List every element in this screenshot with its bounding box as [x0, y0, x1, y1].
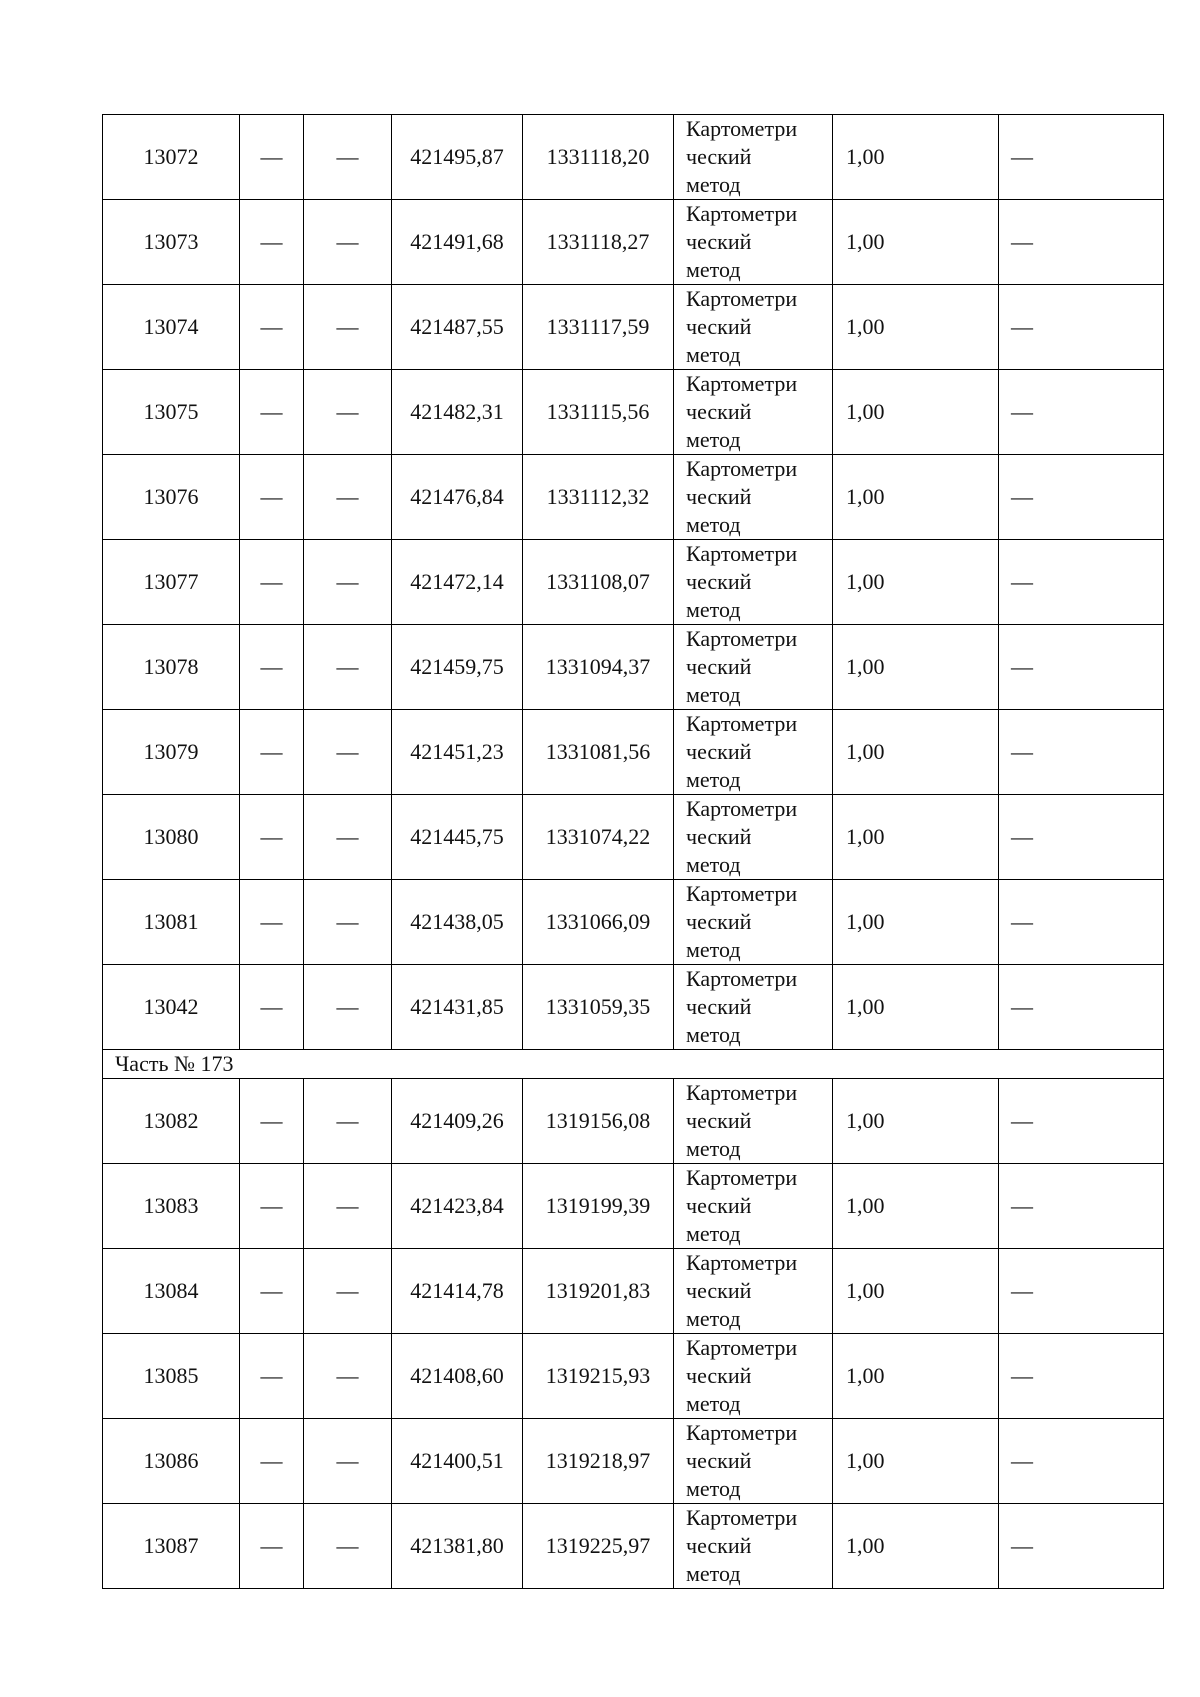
old-y-cell: — [304, 880, 392, 965]
point-number-cell: 13074 [103, 285, 240, 370]
y-coordinate-cell: 1319218,97 [523, 1419, 674, 1504]
method-line: ческий [686, 1448, 752, 1473]
old-x-cell: — [240, 1164, 304, 1249]
table-row [103, 1504, 1164, 1589]
method-line: Картометри [686, 711, 798, 736]
old-y-cell: — [304, 795, 392, 880]
method-line: метод [686, 767, 741, 792]
method-line: метод [686, 512, 741, 537]
point-number-cell: 13083 [103, 1164, 240, 1249]
method-line: Картометри [686, 1505, 798, 1530]
method-line: ческий [686, 1193, 752, 1218]
method-cell [674, 1419, 833, 1504]
old-x-cell: — [240, 455, 304, 540]
error-value-cell: 1,00 [833, 115, 999, 200]
description-cell: — [999, 1504, 1164, 1589]
old-y-cell: — [304, 285, 392, 370]
description-cell: — [999, 625, 1164, 710]
y-coordinate-cell: 1331066,09 [523, 880, 674, 965]
method-line: Картометри [686, 881, 798, 906]
error-value-cell: 1,00 [833, 880, 999, 965]
method-line: Картометри [686, 626, 798, 651]
table-row [103, 1079, 1164, 1164]
table-row [103, 795, 1164, 880]
old-y-cell: — [304, 200, 392, 285]
method-line: метод [686, 257, 741, 282]
method-line: ческий [686, 399, 752, 424]
x-coordinate-cell: 421487,55 [392, 285, 523, 370]
table-row [103, 200, 1164, 285]
old-y-cell: — [304, 710, 392, 795]
y-coordinate-cell: 1331108,07 [523, 540, 674, 625]
point-number-cell: 13085 [103, 1334, 240, 1419]
description-cell: — [999, 1419, 1164, 1504]
old-x-cell: — [240, 370, 304, 455]
table-row [103, 1334, 1164, 1419]
x-coordinate-cell: 421491,68 [392, 200, 523, 285]
point-number-cell: 13079 [103, 710, 240, 795]
error-value-cell: 1,00 [833, 795, 999, 880]
old-y-cell: — [304, 1419, 392, 1504]
method-line: Картометри [686, 1080, 798, 1105]
x-coordinate-cell: 421476,84 [392, 455, 523, 540]
old-y-cell: — [304, 1334, 392, 1419]
method-line: Картометри [686, 541, 798, 566]
old-y-cell: — [304, 965, 392, 1050]
y-coordinate-cell: 1331117,59 [523, 285, 674, 370]
method-line: ческий [686, 1278, 752, 1303]
table-row [103, 880, 1164, 965]
old-x-cell: — [240, 1249, 304, 1334]
method-cell [674, 880, 833, 965]
description-cell: — [999, 1249, 1164, 1334]
y-coordinate-cell: 1331115,56 [523, 370, 674, 455]
description-cell: — [999, 115, 1164, 200]
method-line: ческий [686, 1108, 752, 1133]
old-x-cell: — [240, 625, 304, 710]
y-coordinate-cell: 1319156,08 [523, 1079, 674, 1164]
error-value-cell: 1,00 [833, 1079, 999, 1164]
error-value-cell: 1,00 [833, 1249, 999, 1334]
y-coordinate-cell: 1331118,20 [523, 115, 674, 200]
old-y-cell: — [304, 1249, 392, 1334]
x-coordinate-cell: 421495,87 [392, 115, 523, 200]
error-value-cell: 1,00 [833, 1419, 999, 1504]
point-number-cell: 13076 [103, 455, 240, 540]
y-coordinate-cell: 1319199,39 [523, 1164, 674, 1249]
coordinates-table [102, 114, 1164, 1589]
x-coordinate-cell: 421431,85 [392, 965, 523, 1050]
x-coordinate-cell: 421381,80 [392, 1504, 523, 1589]
x-coordinate-cell: 421451,23 [392, 710, 523, 795]
description-cell: — [999, 455, 1164, 540]
method-line: метод [686, 597, 741, 622]
description-cell: — [999, 1334, 1164, 1419]
error-value-cell: 1,00 [833, 1164, 999, 1249]
y-coordinate-cell: 1331074,22 [523, 795, 674, 880]
error-value-cell: 1,00 [833, 200, 999, 285]
old-x-cell: — [240, 795, 304, 880]
method-line: Картометри [686, 1165, 798, 1190]
method-cell [674, 1334, 833, 1419]
old-x-cell: — [240, 710, 304, 795]
method-line: метод [686, 1391, 741, 1416]
y-coordinate-cell: 1331059,35 [523, 965, 674, 1050]
old-x-cell: — [240, 1334, 304, 1419]
method-line: Картометри [686, 1420, 798, 1445]
method-cell [674, 1164, 833, 1249]
old-x-cell: — [240, 200, 304, 285]
method-line: метод [686, 852, 741, 877]
y-coordinate-cell: 1319215,93 [523, 1334, 674, 1419]
method-line: ческий [686, 739, 752, 764]
x-coordinate-cell: 421400,51 [392, 1419, 523, 1504]
method-line: метод [686, 427, 741, 452]
method-line: метод [686, 937, 741, 962]
method-line: ческий [686, 314, 752, 339]
y-coordinate-cell: 1331094,37 [523, 625, 674, 710]
method-line: метод [686, 682, 741, 707]
point-number-cell: 13078 [103, 625, 240, 710]
method-cell [674, 795, 833, 880]
method-line: Картометри [686, 966, 798, 991]
y-coordinate-cell: 1319225,97 [523, 1504, 674, 1589]
error-value-cell: 1,00 [833, 540, 999, 625]
method-line: ческий [686, 484, 752, 509]
method-line: Картометри [686, 116, 798, 141]
method-line: Картометри [686, 796, 798, 821]
method-cell [674, 1249, 833, 1334]
method-cell [674, 710, 833, 795]
method-line: ческий [686, 994, 752, 1019]
x-coordinate-cell: 421409,26 [392, 1079, 523, 1164]
error-value-cell: 1,00 [833, 455, 999, 540]
old-y-cell: — [304, 1164, 392, 1249]
point-number-cell: 13073 [103, 200, 240, 285]
point-number-cell: 13087 [103, 1504, 240, 1589]
old-x-cell: — [240, 1079, 304, 1164]
error-value-cell: 1,00 [833, 710, 999, 795]
table-row [103, 1419, 1164, 1504]
x-coordinate-cell: 421472,14 [392, 540, 523, 625]
method-line: метод [686, 172, 741, 197]
old-y-cell: — [304, 455, 392, 540]
point-number-cell: 13086 [103, 1419, 240, 1504]
method-line: метод [686, 1022, 741, 1047]
method-line: ческий [686, 909, 752, 934]
point-number-cell: 13081 [103, 880, 240, 965]
description-cell: — [999, 200, 1164, 285]
description-cell: — [999, 880, 1164, 965]
point-number-cell: 13072 [103, 115, 240, 200]
x-coordinate-cell: 421408,60 [392, 1334, 523, 1419]
x-coordinate-cell: 421459,75 [392, 625, 523, 710]
x-coordinate-cell: 421438,05 [392, 880, 523, 965]
method-cell [674, 540, 833, 625]
old-x-cell: — [240, 965, 304, 1050]
old-y-cell: — [304, 625, 392, 710]
table-row [103, 1249, 1164, 1334]
method-line: ческий [686, 654, 752, 679]
point-number-cell: 13080 [103, 795, 240, 880]
old-x-cell: — [240, 880, 304, 965]
table-row [103, 285, 1164, 370]
method-cell [674, 115, 833, 200]
y-coordinate-cell: 1331112,32 [523, 455, 674, 540]
method-line: ческий [686, 1533, 752, 1558]
method-line: Картометри [686, 456, 798, 481]
x-coordinate-cell: 421482,31 [392, 370, 523, 455]
method-line: метод [686, 1136, 741, 1161]
y-coordinate-cell: 1331081,56 [523, 710, 674, 795]
method-line: ческий [686, 229, 752, 254]
description-cell: — [999, 370, 1164, 455]
description-cell: — [999, 1164, 1164, 1249]
section-header-row [103, 1050, 1164, 1079]
point-number-cell: 13084 [103, 1249, 240, 1334]
description-cell: — [999, 795, 1164, 880]
method-line: метод [686, 342, 741, 367]
table-row [103, 1164, 1164, 1249]
y-coordinate-cell: 1319201,83 [523, 1249, 674, 1334]
method-cell [674, 285, 833, 370]
y-coordinate-cell: 1331118,27 [523, 200, 674, 285]
method-line: Картометри [686, 371, 798, 396]
method-line: ческий [686, 569, 752, 594]
old-y-cell: — [304, 370, 392, 455]
old-x-cell: — [240, 285, 304, 370]
error-value-cell: 1,00 [833, 625, 999, 710]
description-cell: — [999, 540, 1164, 625]
error-value-cell: 1,00 [833, 370, 999, 455]
point-number-cell: 13042 [103, 965, 240, 1050]
method-cell [674, 370, 833, 455]
method-line: метод [686, 1306, 741, 1331]
description-cell: — [999, 285, 1164, 370]
x-coordinate-cell: 421423,84 [392, 1164, 523, 1249]
method-line: ческий [686, 824, 752, 849]
error-value-cell: 1,00 [833, 965, 999, 1050]
table-row [103, 370, 1164, 455]
method-cell [674, 200, 833, 285]
method-cell [674, 625, 833, 710]
table-row [103, 965, 1164, 1050]
description-cell: — [999, 1079, 1164, 1164]
method-line: Картометри [686, 1250, 798, 1275]
table-row [103, 455, 1164, 540]
method-cell [674, 1504, 833, 1589]
description-cell: — [999, 710, 1164, 795]
method-line: Картометри [686, 201, 798, 226]
method-line: метод [686, 1561, 741, 1586]
old-x-cell: — [240, 540, 304, 625]
description-cell: — [999, 965, 1164, 1050]
old-x-cell: — [240, 1504, 304, 1589]
error-value-cell: 1,00 [833, 1334, 999, 1419]
error-value-cell: 1,00 [833, 285, 999, 370]
old-y-cell: — [304, 1504, 392, 1589]
method-cell [674, 965, 833, 1050]
point-number-cell: 13075 [103, 370, 240, 455]
point-number-cell: 13082 [103, 1079, 240, 1164]
method-line: Картометри [686, 286, 798, 311]
table-row [103, 115, 1164, 200]
method-line: ческий [686, 1363, 752, 1388]
method-cell [674, 455, 833, 540]
old-x-cell: — [240, 115, 304, 200]
method-line: Картометри [686, 1335, 798, 1360]
error-value-cell: 1,00 [833, 1504, 999, 1589]
old-y-cell: — [304, 115, 392, 200]
old-x-cell: — [240, 1419, 304, 1504]
table-row [103, 710, 1164, 795]
method-line: метод [686, 1221, 741, 1246]
table-body [103, 115, 1164, 1589]
old-y-cell: — [304, 540, 392, 625]
old-y-cell: — [304, 1079, 392, 1164]
method-line: метод [686, 1476, 741, 1501]
method-cell [674, 1079, 833, 1164]
table-row [103, 625, 1164, 710]
section-label: Часть № 173 [103, 1050, 1164, 1079]
method-line: ческий [686, 144, 752, 169]
x-coordinate-cell: 421445,75 [392, 795, 523, 880]
point-number-cell: 13077 [103, 540, 240, 625]
table-row [103, 540, 1164, 625]
x-coordinate-cell: 421414,78 [392, 1249, 523, 1334]
